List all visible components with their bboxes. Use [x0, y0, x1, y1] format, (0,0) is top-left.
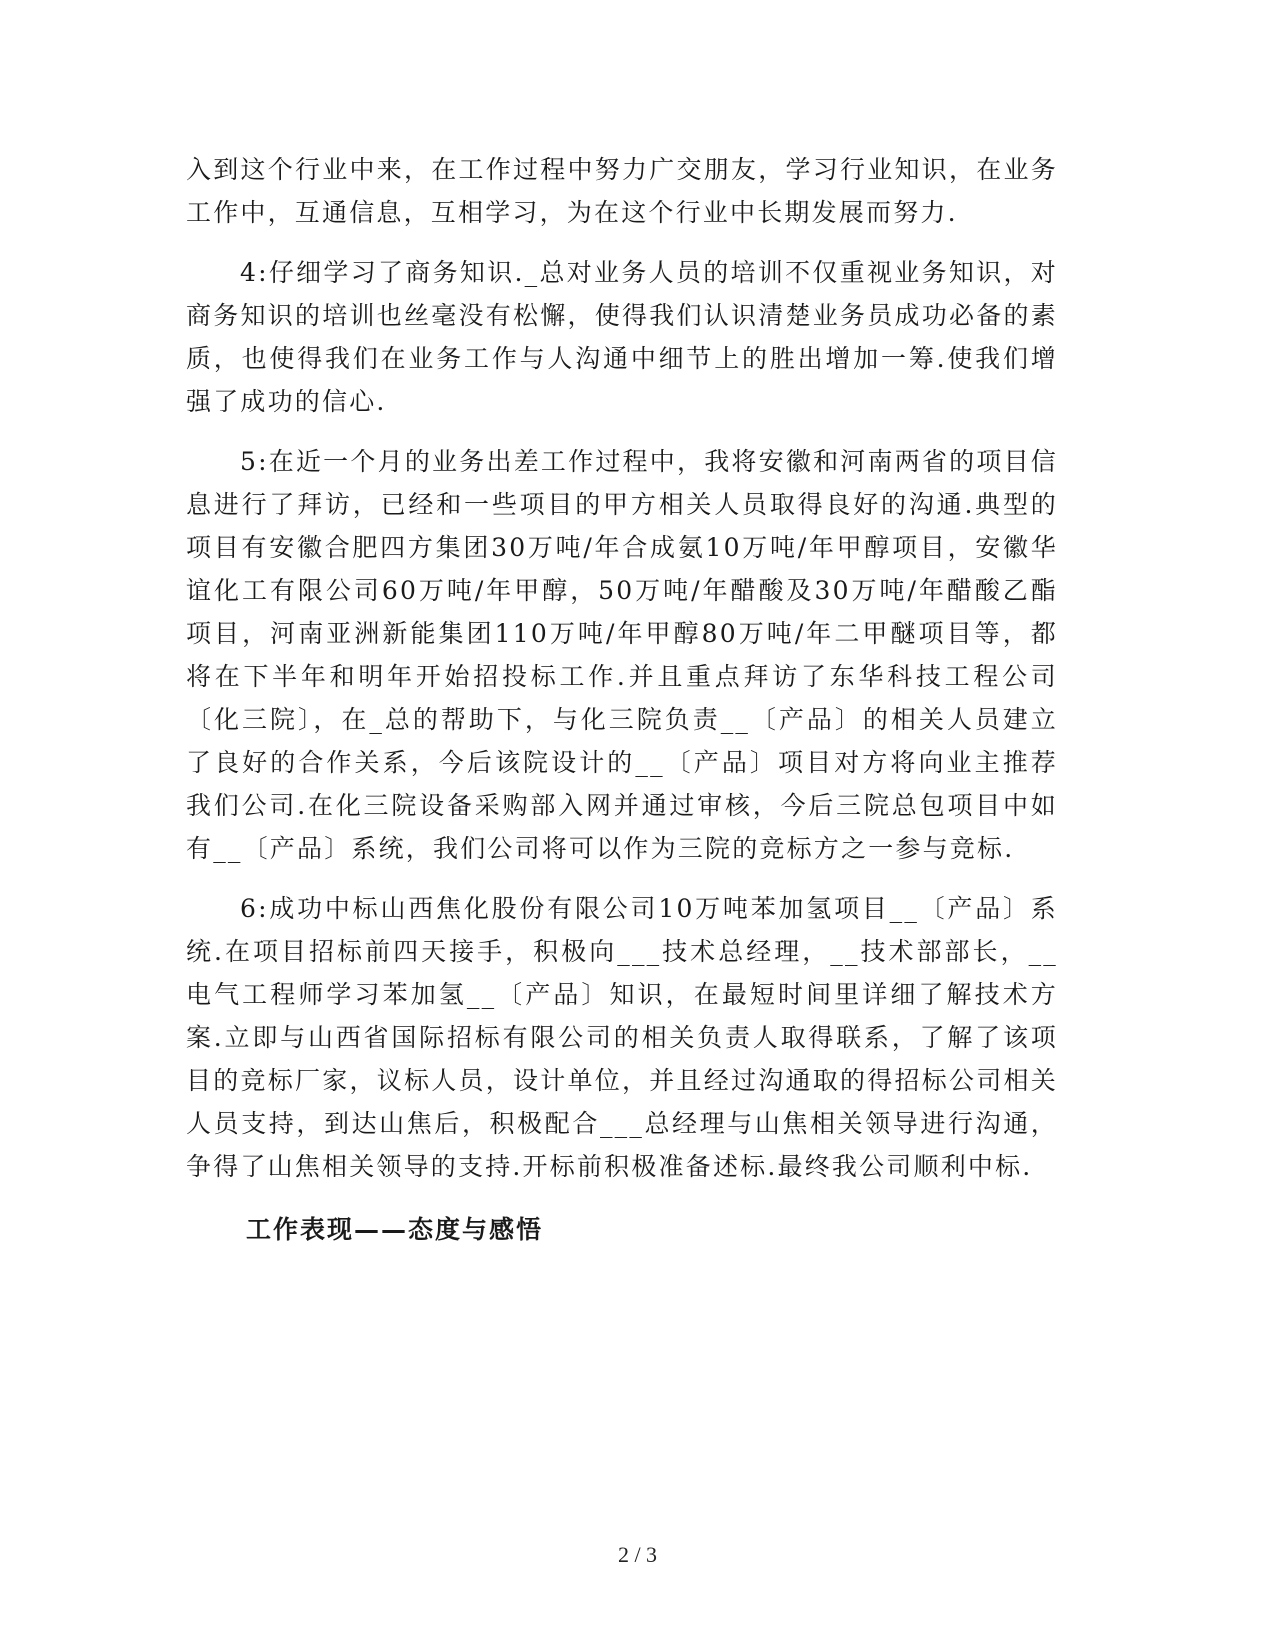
- paragraph-item-5: 5:在近一个月的业务出差工作过程中，我将安徽和河南两省的项目信息进行了拜访，已经和一些项目的甲方相关人员取得良好的沟通.典型的项目有安徽合肥四方集团30万吨/年合成氨10万吨/年甲醇项目，安徽华谊化工有限公司60万吨/年甲醇，50万吨/年醋酸及30万吨/年醋酸乙酯项目，河南亚洲新能集团110万吨/年甲醇80万吨/年二甲醚项目等，都将在下半年和明年开始招投标工作.并且重点拜访了东华科技工程公司〔化三院〕，在_总的帮助下，与化三院负责__〔产品〕的相关人员建立了良好的合作关系，今后该院设计的__〔产品〕项目对方将向业主推荐我们公司.在化三院设备采购部入网并通过审核，今后三院总包项目中如有__〔产品〕系统，我们公司将可以作为三院的竞标方之一参与竞标.: [186, 447, 1058, 863]
- section-heading: 工作表现——态度与感悟: [246, 1215, 544, 1244]
- page-number: 2 / 3: [617, 1542, 658, 1567]
- paragraph-continuation: 入到这个行业中来，在工作过程中努力广交朋友，学习行业知识，在业务工作中，互通信息，互相学习，为在这个行业中长期发展而努力.: [186, 155, 1058, 227]
- paragraph-item-4: 4:仔细学习了商务知识._总对业务人员的培训不仅重视业务知识，对商务知识的培训也丝毫没有松懈，使得我们认识清楚业务员成功必备的素质，也使得我们在业务工作与人沟通中细节上的胜出增加一筹.使我们增强了成功的信心.: [186, 258, 1058, 416]
- paragraph-item-6: 6:成功中标山西焦化股份有限公司10万吨苯加氢项目__〔产品〕系统.在项目招标前四天接手，积极向___技术总经理，__技术部部长，__电气工程师学习苯加氢__〔产品〕知识，在最短时间里详细了解技术方案.立即与山西省国际招标有限公司的相关负责人取得联系，了解了该项目的竞标厂家，议标人员，设计单位，并且经过沟通取的得招标公司相关人员支持，到达山焦后，积极配合___总经理与山焦相关领导进行沟通，争得了山焦相关领导的支持.开标前积极准备述标.最终我公司顺利中标.: [186, 894, 1058, 1181]
- document-body: [186, 148, 1058, 1251]
